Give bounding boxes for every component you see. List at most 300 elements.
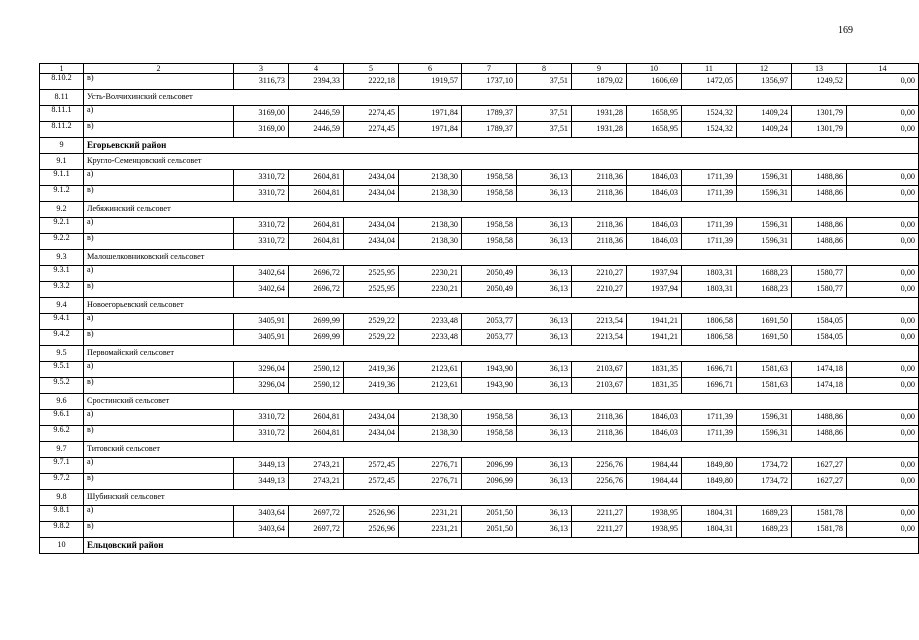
value-cell: 3449,13 [234, 474, 289, 490]
value-cell: 36,13 [517, 282, 572, 298]
value-cell: 1488,86 [792, 410, 847, 426]
value-cell: 1958,58 [462, 218, 517, 234]
row-label: в) [84, 378, 234, 394]
table-row [40, 426, 919, 442]
table-row [40, 474, 919, 490]
row-label: а) [84, 170, 234, 186]
value-cell: 2697,72 [289, 522, 344, 538]
value-cell: 1627,27 [792, 458, 847, 474]
value-cell: 1789,37 [462, 122, 517, 138]
value-cell: 2590,12 [289, 362, 344, 378]
tariff-table [39, 63, 919, 554]
value-cell: 1734,72 [737, 458, 792, 474]
column-header: 2 [84, 64, 234, 74]
value-cell: 1711,39 [682, 234, 737, 250]
value-cell: 36,13 [517, 234, 572, 250]
value-cell: 0,00 [847, 314, 919, 330]
value-cell: 2434,04 [344, 218, 399, 234]
value-cell: 1474,18 [792, 362, 847, 378]
value-cell: 2572,45 [344, 458, 399, 474]
value-cell: 2118,36 [572, 186, 627, 202]
table-row [40, 170, 919, 186]
row-label: а) [84, 266, 234, 282]
value-cell: 1971,84 [399, 106, 462, 122]
value-cell: 2697,72 [289, 506, 344, 522]
column-header: 13 [792, 64, 847, 74]
value-cell: 36,13 [517, 506, 572, 522]
value-cell: 2446,59 [289, 122, 344, 138]
value-cell: 1596,31 [737, 426, 792, 442]
table-row [40, 314, 919, 330]
value-cell: 0,00 [847, 266, 919, 282]
value-cell: 1804,31 [682, 506, 737, 522]
row-code: 9.3.2 [40, 282, 84, 298]
value-cell: 1919,57 [399, 74, 462, 90]
value-cell: 0,00 [847, 122, 919, 138]
value-cell: 2434,04 [344, 234, 399, 250]
value-cell: 37,51 [517, 106, 572, 122]
value-cell: 1849,80 [682, 474, 737, 490]
value-cell: 0,00 [847, 186, 919, 202]
value-cell: 1596,31 [737, 410, 792, 426]
value-cell: 1596,31 [737, 234, 792, 250]
value-cell: 3449,13 [234, 458, 289, 474]
row-code: 9.7.2 [40, 474, 84, 490]
value-cell: 1356,97 [737, 74, 792, 90]
value-cell: 2274,45 [344, 122, 399, 138]
value-cell: 2256,76 [572, 458, 627, 474]
value-cell: 3402,64 [234, 282, 289, 298]
row-label: в) [84, 330, 234, 346]
value-cell: 1804,31 [682, 522, 737, 538]
row-label: а) [84, 106, 234, 122]
value-cell: 2118,36 [572, 218, 627, 234]
value-cell: 2138,30 [399, 410, 462, 426]
value-cell: 2604,81 [289, 426, 344, 442]
value-cell: 1958,58 [462, 170, 517, 186]
column-header: 6 [399, 64, 462, 74]
value-cell: 1803,31 [682, 266, 737, 282]
value-cell: 1846,03 [627, 218, 682, 234]
settlement-name: Кругло-Семенцовский сельсовет [84, 154, 919, 170]
value-cell: 1524,32 [682, 122, 737, 138]
value-cell: 0,00 [847, 170, 919, 186]
settlement-name: Малошелковниковский сельсовет [84, 250, 919, 266]
row-label: в) [84, 282, 234, 298]
section-code: 9.4 [40, 298, 84, 314]
value-cell: 1581,63 [737, 362, 792, 378]
settlement-name: Новоегорьевский сельсовет [84, 298, 919, 314]
value-cell: 2604,81 [289, 186, 344, 202]
value-cell: 1524,32 [682, 106, 737, 122]
value-cell: 1958,58 [462, 234, 517, 250]
value-cell: 2222,18 [344, 74, 399, 90]
column-header: 8 [517, 64, 572, 74]
value-cell: 2053,77 [462, 330, 517, 346]
value-cell: 1831,35 [627, 378, 682, 394]
value-cell: 2096,99 [462, 474, 517, 490]
value-cell: 1879,02 [572, 74, 627, 90]
value-cell: 3403,64 [234, 506, 289, 522]
value-cell: 2699,99 [289, 314, 344, 330]
value-cell: 2210,27 [572, 282, 627, 298]
row-label: в) [84, 186, 234, 202]
value-cell: 1581,78 [792, 506, 847, 522]
value-cell: 1984,44 [627, 458, 682, 474]
value-cell: 2233,48 [399, 314, 462, 330]
column-header: 5 [344, 64, 399, 74]
row-code: 9.1.1 [40, 170, 84, 186]
value-cell: 37,51 [517, 74, 572, 90]
table-row [40, 218, 919, 234]
value-cell: 1584,05 [792, 330, 847, 346]
value-cell: 2053,77 [462, 314, 517, 330]
value-cell: 2231,21 [399, 506, 462, 522]
value-cell: 1737,10 [462, 74, 517, 90]
value-cell: 1931,28 [572, 106, 627, 122]
value-cell: 3310,72 [234, 410, 289, 426]
value-cell: 2434,04 [344, 410, 399, 426]
value-cell: 1846,03 [627, 186, 682, 202]
value-cell: 1689,23 [737, 506, 792, 522]
value-cell: 2231,21 [399, 522, 462, 538]
value-cell: 1711,39 [682, 218, 737, 234]
value-cell: 1943,90 [462, 362, 517, 378]
value-cell: 3310,72 [234, 186, 289, 202]
value-cell: 1806,58 [682, 330, 737, 346]
value-cell: 36,13 [517, 522, 572, 538]
settlement-name: Шубинский сельсовет [84, 490, 919, 506]
value-cell: 0,00 [847, 330, 919, 346]
value-cell: 2123,61 [399, 378, 462, 394]
settlement-row [40, 394, 919, 410]
value-cell: 2118,36 [572, 410, 627, 426]
value-cell: 3310,72 [234, 234, 289, 250]
value-cell: 1846,03 [627, 170, 682, 186]
settlement-row [40, 442, 919, 458]
row-code: 9.4.1 [40, 314, 84, 330]
row-code: 9.2.1 [40, 218, 84, 234]
value-cell: 1943,90 [462, 378, 517, 394]
value-cell: 2529,22 [344, 330, 399, 346]
value-cell: 1937,94 [627, 266, 682, 282]
value-cell: 0,00 [847, 218, 919, 234]
value-cell: 2118,36 [572, 426, 627, 442]
section-code: 8.11 [40, 90, 84, 106]
value-cell: 1658,95 [627, 122, 682, 138]
value-cell: 0,00 [847, 282, 919, 298]
value-cell: 36,13 [517, 474, 572, 490]
column-header: 3 [234, 64, 289, 74]
row-label: а) [84, 458, 234, 474]
value-cell: 1488,86 [792, 170, 847, 186]
section-code: 10 [40, 538, 84, 554]
table-body [40, 74, 919, 554]
value-cell: 2419,36 [344, 362, 399, 378]
value-cell: 0,00 [847, 474, 919, 490]
value-cell: 2699,99 [289, 330, 344, 346]
value-cell: 2050,49 [462, 266, 517, 282]
row-label: в) [84, 474, 234, 490]
value-cell: 1958,58 [462, 186, 517, 202]
value-cell: 2118,36 [572, 170, 627, 186]
value-cell: 0,00 [847, 74, 919, 90]
table-row [40, 186, 919, 202]
value-cell: 2211,27 [572, 522, 627, 538]
value-cell: 1696,71 [682, 362, 737, 378]
value-cell: 2230,21 [399, 282, 462, 298]
value-cell: 3296,04 [234, 378, 289, 394]
value-cell: 1789,37 [462, 106, 517, 122]
table-row [40, 122, 919, 138]
row-code: 9.7.1 [40, 458, 84, 474]
section-code: 9.3 [40, 250, 84, 266]
value-cell: 2230,21 [399, 266, 462, 282]
value-cell: 2276,71 [399, 458, 462, 474]
value-cell: 2604,81 [289, 410, 344, 426]
column-header: 11 [682, 64, 737, 74]
value-cell: 1846,03 [627, 410, 682, 426]
value-cell: 1580,77 [792, 282, 847, 298]
value-cell: 2434,04 [344, 186, 399, 202]
settlement-row [40, 298, 919, 314]
row-label: в) [84, 234, 234, 250]
section-code: 9.2 [40, 202, 84, 218]
row-label: а) [84, 362, 234, 378]
value-cell: 1849,80 [682, 458, 737, 474]
value-cell: 36,13 [517, 266, 572, 282]
value-cell: 2525,95 [344, 266, 399, 282]
value-cell: 3405,91 [234, 330, 289, 346]
row-label: в) [84, 426, 234, 442]
table-row [40, 330, 919, 346]
value-cell: 1971,84 [399, 122, 462, 138]
value-cell: 2394,33 [289, 74, 344, 90]
column-number-row [40, 64, 919, 74]
value-cell: 0,00 [847, 506, 919, 522]
district-row [40, 538, 919, 554]
value-cell: 1580,77 [792, 266, 847, 282]
value-cell: 1627,27 [792, 474, 847, 490]
value-cell: 2743,21 [289, 458, 344, 474]
table-row [40, 378, 919, 394]
value-cell: 1488,86 [792, 218, 847, 234]
value-cell: 3296,04 [234, 362, 289, 378]
value-cell: 2274,45 [344, 106, 399, 122]
settlement-name: Усть-Волчихинский сельсовет [84, 90, 919, 106]
value-cell: 1658,95 [627, 106, 682, 122]
value-cell: 2051,50 [462, 522, 517, 538]
row-code: 9.6.2 [40, 426, 84, 442]
value-cell: 0,00 [847, 106, 919, 122]
column-header: 14 [847, 64, 919, 74]
table-row [40, 74, 919, 90]
settlement-row [40, 90, 919, 106]
value-cell: 0,00 [847, 522, 919, 538]
value-cell: 2446,59 [289, 106, 344, 122]
row-label: а) [84, 314, 234, 330]
value-cell: 2051,50 [462, 506, 517, 522]
value-cell: 1831,35 [627, 362, 682, 378]
value-cell: 2590,12 [289, 378, 344, 394]
value-cell: 36,13 [517, 410, 572, 426]
value-cell: 2211,27 [572, 506, 627, 522]
row-code: 9.6.1 [40, 410, 84, 426]
value-cell: 1688,23 [737, 266, 792, 282]
value-cell: 1301,79 [792, 106, 847, 122]
value-cell: 1488,86 [792, 234, 847, 250]
value-cell: 36,13 [517, 362, 572, 378]
value-cell: 2525,95 [344, 282, 399, 298]
value-cell: 3405,91 [234, 314, 289, 330]
value-cell: 2138,30 [399, 218, 462, 234]
settlement-name: Титовский сельсовет [84, 442, 919, 458]
value-cell: 1938,95 [627, 506, 682, 522]
value-cell: 36,13 [517, 330, 572, 346]
value-cell: 1846,03 [627, 234, 682, 250]
settlement-row [40, 202, 919, 218]
table-row [40, 410, 919, 426]
value-cell: 36,13 [517, 170, 572, 186]
row-code: 9.5.1 [40, 362, 84, 378]
value-cell: 2138,30 [399, 426, 462, 442]
value-cell: 2210,27 [572, 266, 627, 282]
value-cell: 1301,79 [792, 122, 847, 138]
table-row [40, 362, 919, 378]
row-label: в) [84, 74, 234, 90]
section-code: 9 [40, 138, 84, 154]
table-row [40, 282, 919, 298]
value-cell: 36,13 [517, 186, 572, 202]
table-row [40, 106, 919, 122]
value-cell: 1806,58 [682, 314, 737, 330]
value-cell: 2096,99 [462, 458, 517, 474]
value-cell: 1606,69 [627, 74, 682, 90]
column-header: 4 [289, 64, 344, 74]
value-cell: 0,00 [847, 426, 919, 442]
value-cell: 37,51 [517, 122, 572, 138]
row-code: 9.3.1 [40, 266, 84, 282]
value-cell: 36,13 [517, 426, 572, 442]
value-cell: 36,13 [517, 378, 572, 394]
value-cell: 1984,44 [627, 474, 682, 490]
column-header: 9 [572, 64, 627, 74]
value-cell: 2103,67 [572, 362, 627, 378]
row-label: а) [84, 410, 234, 426]
value-cell: 0,00 [847, 410, 919, 426]
value-cell: 1689,23 [737, 522, 792, 538]
row-code: 9.2.2 [40, 234, 84, 250]
settlement-name: Первомайский сельсовет [84, 346, 919, 362]
value-cell: 1488,86 [792, 426, 847, 442]
value-cell: 2138,30 [399, 186, 462, 202]
value-cell: 3402,64 [234, 266, 289, 282]
row-code: 9.5.2 [40, 378, 84, 394]
value-cell: 2604,81 [289, 170, 344, 186]
value-cell: 36,13 [517, 218, 572, 234]
settlement-name: Сростинский сельсовет [84, 394, 919, 410]
value-cell: 2256,76 [572, 474, 627, 490]
value-cell: 2118,36 [572, 234, 627, 250]
district-name: Ельцовский район [84, 538, 919, 554]
value-cell: 2434,04 [344, 426, 399, 442]
value-cell: 3310,72 [234, 218, 289, 234]
value-cell: 2434,04 [344, 170, 399, 186]
row-code: 8.11.2 [40, 122, 84, 138]
value-cell: 1581,63 [737, 378, 792, 394]
value-cell: 2529,22 [344, 314, 399, 330]
value-cell: 1941,21 [627, 314, 682, 330]
value-cell: 3310,72 [234, 426, 289, 442]
value-cell: 1596,31 [737, 218, 792, 234]
district-name: Егорьевский район [84, 138, 919, 154]
value-cell: 1711,39 [682, 170, 737, 186]
row-label: в) [84, 122, 234, 138]
table-row [40, 234, 919, 250]
value-cell: 1691,50 [737, 330, 792, 346]
value-cell: 1846,03 [627, 426, 682, 442]
value-cell: 1711,39 [682, 410, 737, 426]
value-cell: 2213,54 [572, 314, 627, 330]
column-header: 10 [627, 64, 682, 74]
section-code: 9.6 [40, 394, 84, 410]
table-row [40, 266, 919, 282]
value-cell: 2123,61 [399, 362, 462, 378]
column-header: 1 [40, 64, 84, 74]
value-cell: 1696,71 [682, 378, 737, 394]
value-cell: 3403,64 [234, 522, 289, 538]
section-code: 9.5 [40, 346, 84, 362]
value-cell: 1691,50 [737, 314, 792, 330]
value-cell: 1596,31 [737, 170, 792, 186]
value-cell: 1958,58 [462, 426, 517, 442]
value-cell: 1474,18 [792, 378, 847, 394]
settlement-row [40, 490, 919, 506]
row-label: а) [84, 218, 234, 234]
value-cell: 2103,67 [572, 378, 627, 394]
section-code: 9.1 [40, 154, 84, 170]
value-cell: 0,00 [847, 362, 919, 378]
value-cell: 1958,58 [462, 410, 517, 426]
value-cell: 2696,72 [289, 266, 344, 282]
value-cell: 3116,73 [234, 74, 289, 90]
value-cell: 1734,72 [737, 474, 792, 490]
value-cell: 1711,39 [682, 186, 737, 202]
row-code: 9.1.2 [40, 186, 84, 202]
value-cell: 2696,72 [289, 282, 344, 298]
value-cell: 2604,81 [289, 234, 344, 250]
value-cell: 1581,78 [792, 522, 847, 538]
value-cell: 0,00 [847, 378, 919, 394]
value-cell: 1409,24 [737, 106, 792, 122]
table-row [40, 522, 919, 538]
table-row [40, 506, 919, 522]
row-code: 9.8.2 [40, 522, 84, 538]
section-code: 9.7 [40, 442, 84, 458]
value-cell: 1803,31 [682, 282, 737, 298]
value-cell: 2276,71 [399, 474, 462, 490]
value-cell: 2526,96 [344, 522, 399, 538]
value-cell: 1584,05 [792, 314, 847, 330]
row-code: 8.10.2 [40, 74, 84, 90]
value-cell: 2213,54 [572, 330, 627, 346]
value-cell: 1938,95 [627, 522, 682, 538]
value-cell: 1472,05 [682, 74, 737, 90]
value-cell: 36,13 [517, 458, 572, 474]
settlement-name: Лебяжинский сельсовет [84, 202, 919, 218]
value-cell: 2050,49 [462, 282, 517, 298]
value-cell: 1249,52 [792, 74, 847, 90]
